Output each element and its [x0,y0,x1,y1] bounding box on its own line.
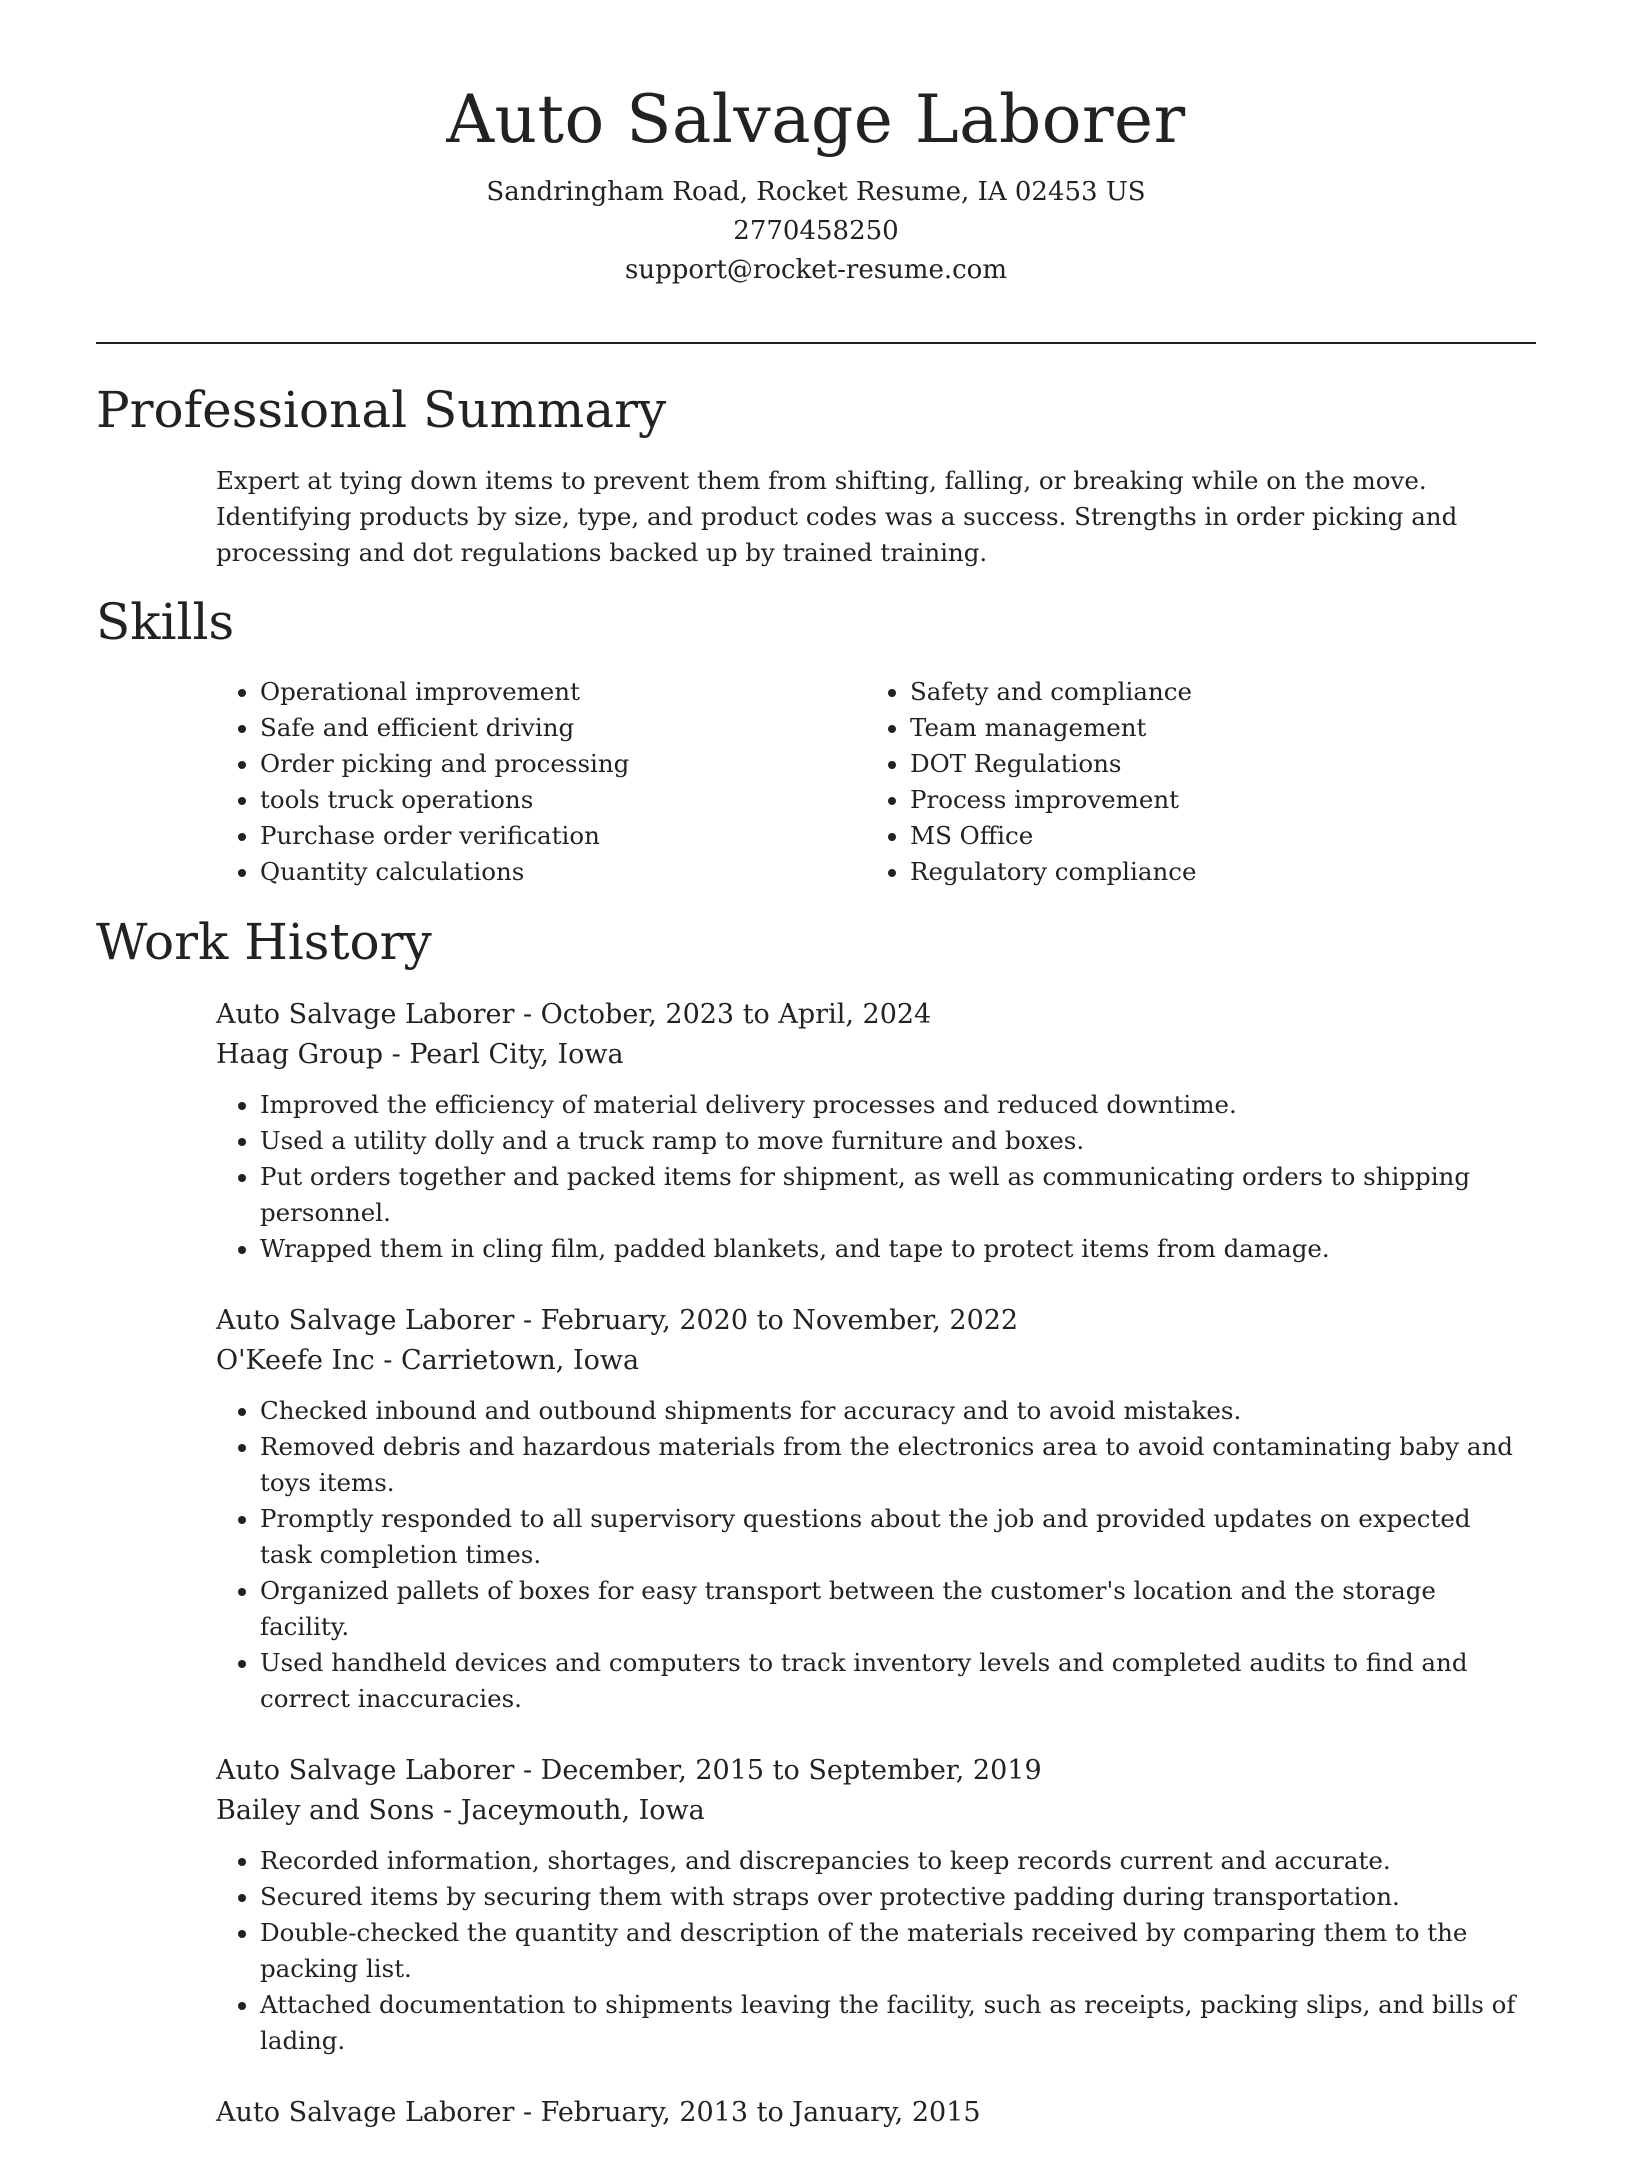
separator: - [522,999,541,1030]
skill-item: • Process improvement [910,782,1516,818]
skill-item: • Purchase order verification [260,818,866,854]
job-bullet: • Checked inbound and outbound shipments for accuracy and to avoid mistakes. [260,1393,1516,1429]
job-title: Auto Salvage Laborer [216,2097,515,2128]
skill-item: • Operational improvement [260,674,866,710]
job-entry [216,1751,1516,2059]
skill-item: • Safety and compliance [910,674,1516,710]
contact-address: Sandringham Road, Rocket Resume, IA 02453 US [486,177,1146,208]
skill-item: • Regulatory compliance [910,854,1516,890]
job-company-line [216,1035,1516,1075]
job-title-line [216,1301,1516,1341]
job-company-line [216,1791,1516,1831]
skill-item: • MS Office [910,818,1516,854]
job-bullet: • Wrapped them in cling film, padded blankets, and tape to protect items from damage. [260,1231,1516,1267]
job-dates: December, 2015 to September, 2019 [540,1755,1042,1786]
skill-item: • Safe and efficient driving [260,710,866,746]
separator: - [383,1345,402,1376]
job-title-line [216,995,1516,1035]
job-company: Haag Group [216,1039,384,1070]
job-dates: February, 2020 to November, 2022 [540,1305,1019,1336]
job-title: Auto Salvage Laborer [216,1755,515,1786]
skill-item: • Quantity calculations [260,854,866,890]
job-bullet: • Secured items by securing them with straps over protective padding during transportation. [260,1879,1516,1915]
skill-item: • Order picking and processing [260,746,866,782]
skill-item: • Team management [910,710,1516,746]
skill-item: • tools truck operations [260,782,866,818]
contact-phone: 2770458250 [733,216,899,247]
separator: - [522,1305,541,1336]
job-bullets [216,1843,1516,2059]
job-dates: February, 2013 to January, 2015 [540,2097,981,2128]
skill-item: • DOT Regulations [910,746,1516,782]
job-bullet: • Recorded information, shortages, and discrepancies to keep records current and accurate. [260,1843,1516,1879]
summary-text: Expert at tying down items to prevent them from shifting, falling, or breaking while on the move. Identifying products by size, type, and product codes was a success. Strengths in order picking and processing and dot regulations backed up by trained training. [216,466,1458,567]
skills-column-right [866,674,1516,890]
candidate-name: Auto Salvage Laborer [446,81,1186,158]
job-bullets [216,1393,1516,1717]
job-title-line [216,2093,1516,2133]
job-title: Auto Salvage Laborer [216,1305,515,1336]
job-entry [216,995,1516,1267]
job-company: Bailey and Sons [216,1795,435,1826]
resume-header [96,80,1536,290]
job-bullet: • Used handheld devices and computers to track inventory levels and completed audits to find and correct inaccuracies. [260,1645,1516,1717]
skills-column-left [216,674,866,890]
job-company: O'Keefe Inc [216,1345,375,1376]
job-bullet: • Put orders together and packed items for shipment, as well as communicating orders to shipping personnel. [260,1159,1516,1231]
job-location: Carrietown, Iowa [401,1345,640,1376]
separator: - [391,1039,410,1070]
job-location: Jaceymouth, Iowa [460,1795,705,1826]
job-bullet: • Double-checked the quantity and description of the materials received by comparing them to the packing list. [260,1915,1516,1987]
job-bullet: • Improved the efficiency of material delivery processes and reduced downtime. [260,1087,1516,1123]
contact-email: support@rocket-resume.com [624,255,1007,286]
work-history-heading: Work History [96,913,432,971]
job-bullet: • Used a utility dolly and a truck ramp to move furniture and boxes. [260,1123,1516,1159]
header-divider [96,342,1536,344]
job-dates: October, 2023 to April, 2024 [540,999,932,1030]
job-bullets [216,1087,1516,1267]
separator: - [522,1755,541,1786]
job-bullet: • Attached documentation to shipments leaving the facility, such as receipts, packing slips, and bills of lading. [260,1987,1516,2059]
job-bullet: • Removed debris and hazardous materials from the electronics area to avoid contaminating baby and toys items. [260,1429,1516,1501]
job-entry [216,1301,1516,1717]
job-company-line [216,1341,1516,1381]
job-title-line [216,1751,1516,1791]
skills-heading: Skills [96,593,235,651]
work-history-list [216,995,1516,2167]
summary-heading: Professional Summary [96,381,667,439]
job-bullet: • Promptly responded to all supervisory questions about the job and provided updates on expected task completion times. [260,1501,1516,1573]
skills-list [216,674,1516,890]
job-entry [216,2093,1516,2133]
job-location: Pearl City, Iowa [409,1039,624,1070]
job-bullet: • Organized pallets of boxes for easy transport between the customer's location and the storage facility. [260,1573,1516,1645]
separator: - [442,1795,461,1826]
job-title: Auto Salvage Laborer [216,999,515,1030]
separator: - [522,2097,541,2128]
